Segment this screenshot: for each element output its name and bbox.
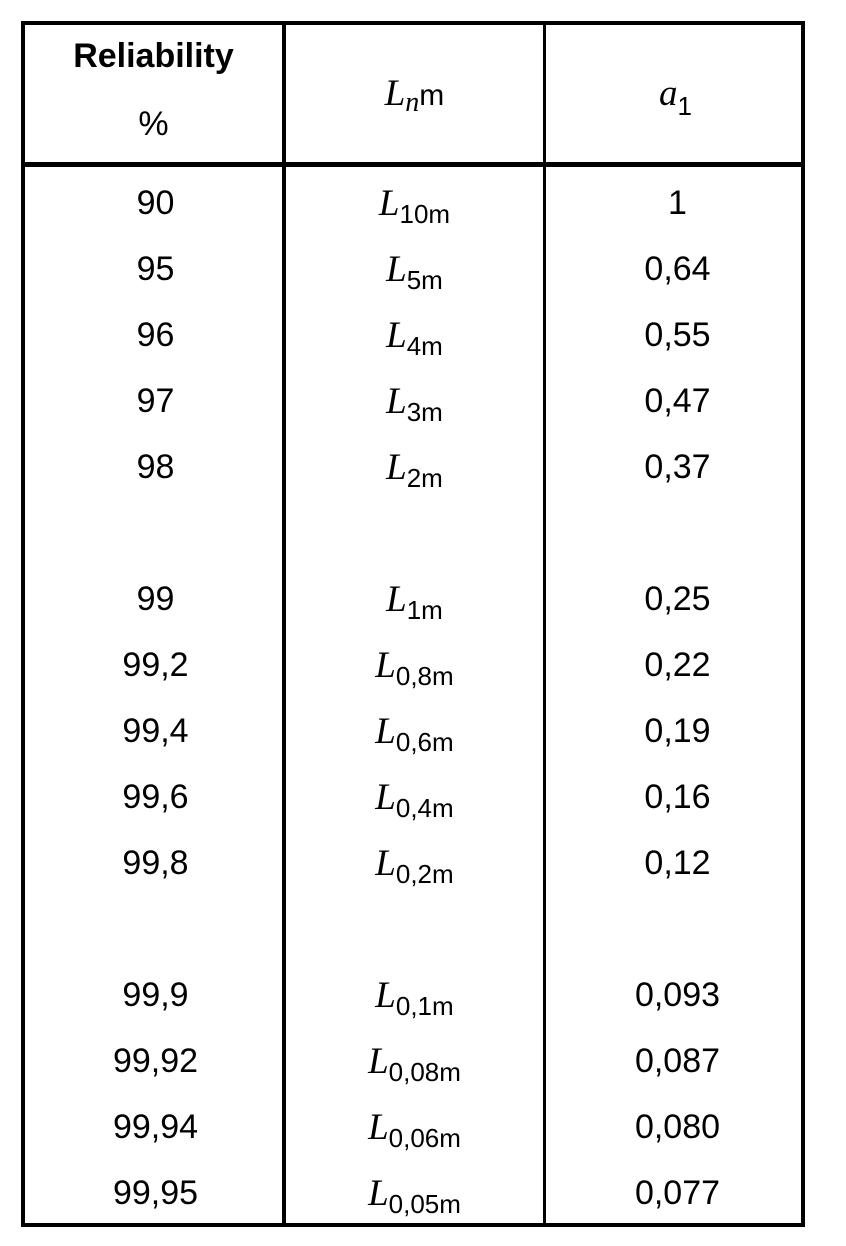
header-factor xyxy=(546,25,805,162)
reliability-cell: 96 xyxy=(136,315,175,354)
life-cell: L 0,06m xyxy=(368,1106,461,1153)
reliability-cell: 99,4 xyxy=(122,711,189,750)
reliability-cell: 99,6 xyxy=(122,777,189,816)
reliability-table xyxy=(21,21,805,1227)
reliability-cell: 99,94 xyxy=(112,1107,199,1146)
a1-cell: 0,087 xyxy=(634,1041,721,1080)
life-cell: L 1m xyxy=(386,578,443,625)
reliability-cell: 99,2 xyxy=(122,645,189,684)
a1-cell: 0,077 xyxy=(634,1173,721,1212)
a1-cell: 0,093 xyxy=(634,975,721,1014)
reliability-cell: 98 xyxy=(136,447,175,486)
header-divider xyxy=(25,162,801,167)
header-life xyxy=(286,25,543,162)
life-cell: L 0,1m xyxy=(375,974,454,1021)
life-cell: L 4m xyxy=(386,314,443,361)
a1-cell: 0,64 xyxy=(644,249,711,288)
header-reliability-label: Reliability xyxy=(73,36,234,75)
life-cell: L 0,08m xyxy=(368,1040,461,1087)
reliability-cell: 97 xyxy=(136,381,175,420)
life-cell: L 0,05m xyxy=(368,1172,461,1219)
header-life-symbol: Lnm xyxy=(384,73,445,118)
reliability-cell: 99,92 xyxy=(112,1041,199,1080)
header-reliability xyxy=(25,25,282,162)
life-cell: L 5m xyxy=(386,248,443,295)
life-cell: L 3m xyxy=(386,380,443,427)
life-cell: L 10m xyxy=(378,182,451,229)
header-factor-symbol: $a_1$ xyxy=(659,73,692,121)
reliability-cell: 90 xyxy=(136,183,175,222)
a1-cell: 0,37 xyxy=(644,447,711,486)
a1-cell: 1 xyxy=(668,183,687,222)
header-reliability-unit: % xyxy=(138,104,169,143)
reliability-cell: 95 xyxy=(136,249,175,288)
life-cell: L 0,6m xyxy=(375,710,454,757)
reliability-cell: 99 xyxy=(136,579,175,618)
life-cell: L 0,2m xyxy=(375,842,454,889)
reliability-cell: 99,8 xyxy=(122,843,189,882)
reliability-cell: 99,95 xyxy=(112,1173,199,1212)
reliability-cell: 99,9 xyxy=(122,975,189,1014)
a1-cell: 0,47 xyxy=(644,381,711,420)
a1-cell: 0,16 xyxy=(644,777,711,816)
life-cell: L 0,8m xyxy=(375,644,454,691)
a1-cell: 0,12 xyxy=(644,843,711,882)
a1-cell: 0,25 xyxy=(644,579,711,618)
a1-cell: 0,19 xyxy=(644,711,711,750)
a1-cell: 0,22 xyxy=(644,645,711,684)
life-cell: L 0,4m xyxy=(375,776,454,823)
a1-cell: 0,55 xyxy=(644,315,711,354)
a1-cell: 0,080 xyxy=(634,1107,721,1146)
life-cell: L 2m xyxy=(386,446,443,493)
